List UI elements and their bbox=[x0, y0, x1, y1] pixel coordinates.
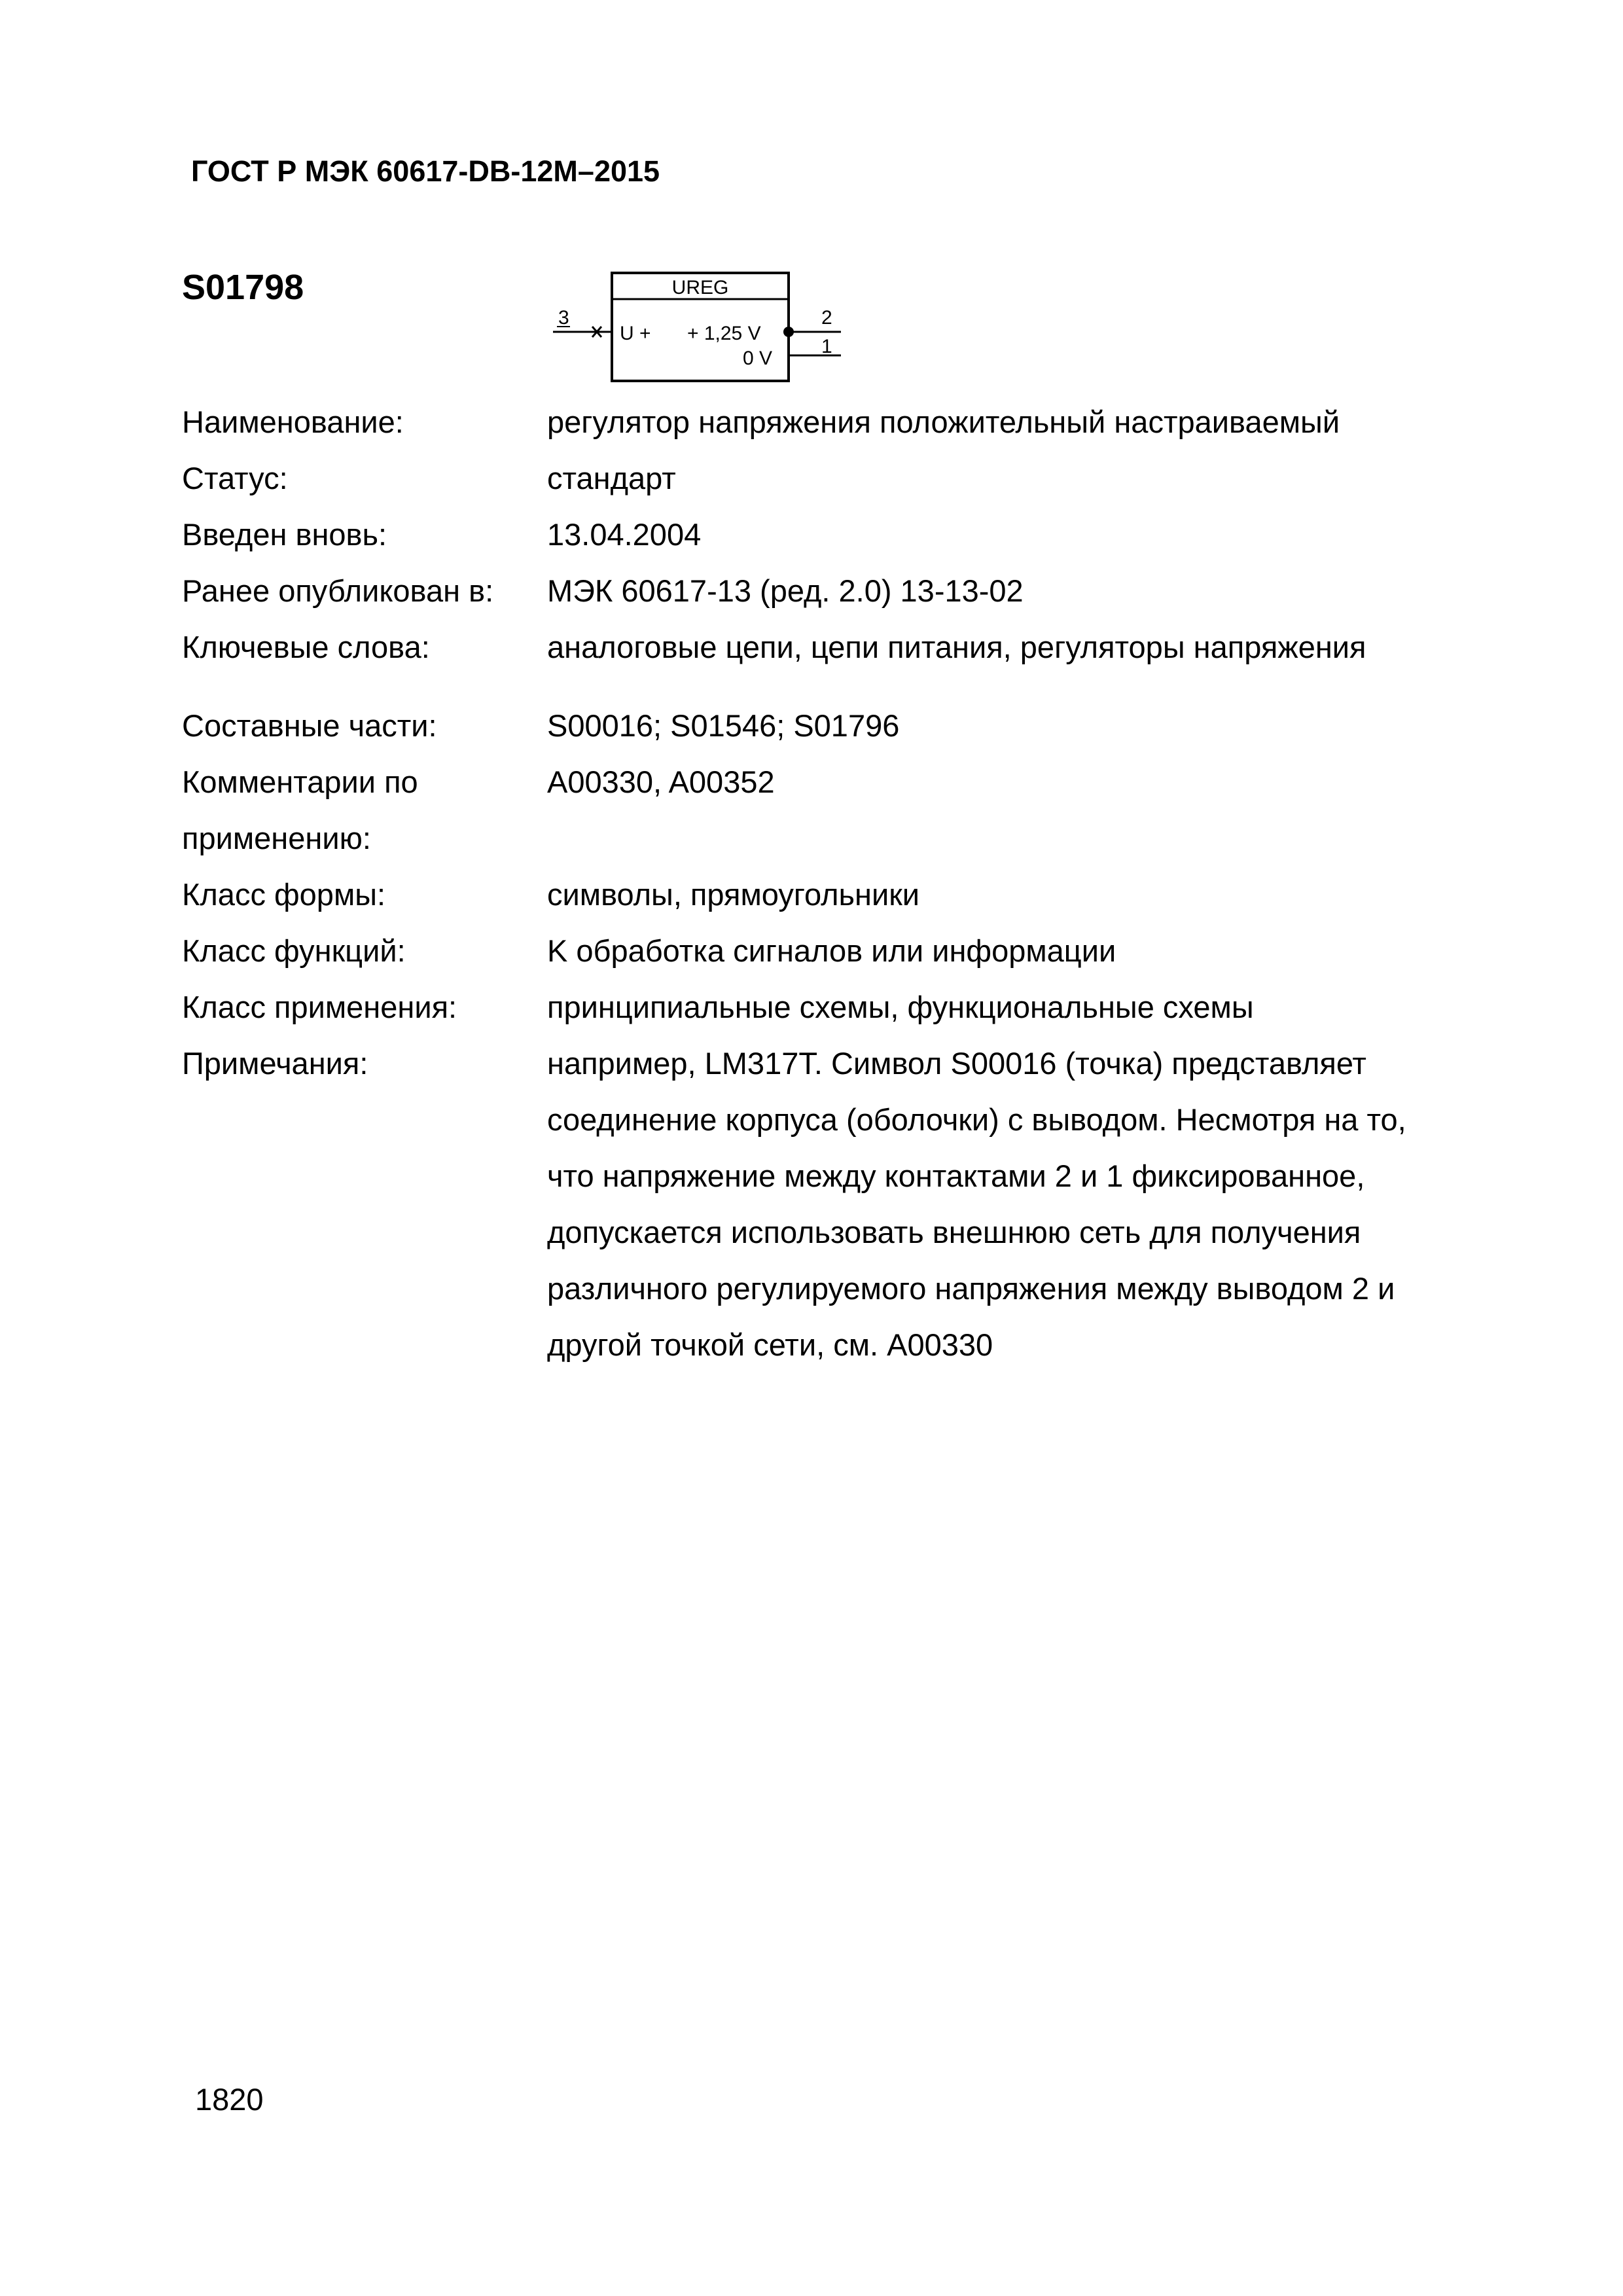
field-value: 13.04.2004 bbox=[547, 517, 702, 552]
symbol-code: S01798 bbox=[182, 268, 304, 307]
field-label: Статус: bbox=[182, 461, 288, 495]
voltage-regulator-symbol bbox=[533, 259, 847, 389]
document-header: ГОСТ Р МЭК 60617-DB-12М–2015 bbox=[191, 154, 660, 188]
field-label: Класс функций: bbox=[182, 933, 406, 968]
field-label-line: Комментарии по bbox=[182, 764, 418, 799]
field-value: аналоговые цепи, цепи питания, регуляторы напряжения bbox=[547, 630, 1366, 664]
junction-dot bbox=[783, 327, 794, 337]
notes-line: другой точкой сети, см. A00330 bbox=[547, 1327, 993, 1362]
pin-output-number: 2 bbox=[821, 307, 832, 329]
field-label: Составные части: bbox=[182, 708, 437, 743]
field-value: S00016; S01546; S01796 bbox=[547, 708, 900, 743]
notes-line: допускается использовать внешнюю сеть для получения bbox=[547, 1215, 1361, 1249]
field-label-line: применению: bbox=[182, 821, 371, 855]
field-value: символы, прямоугольники bbox=[547, 877, 920, 912]
field-value: принципиальные схемы, функциональные схемы bbox=[547, 990, 1254, 1024]
notes-line: соединение корпуса (оболочки) с выводом. Несмотря на то, bbox=[547, 1102, 1406, 1137]
field-label: Класс формы: bbox=[182, 877, 386, 912]
pin-input-number: 3 bbox=[558, 307, 569, 329]
field-label: Введен вновь: bbox=[182, 517, 387, 552]
field-value bbox=[547, 1035, 1406, 1373]
field-label bbox=[182, 754, 418, 867]
notes-line: различного регулируемого напряжения между выводом 2 и bbox=[547, 1271, 1395, 1306]
field-label: Наименование: bbox=[182, 404, 404, 439]
output-label: + 1,25 V bbox=[687, 323, 761, 344]
field-label: Класс применения: bbox=[182, 990, 457, 1024]
field-label: Примечания: bbox=[182, 1046, 368, 1081]
field-label: Ключевые слова: bbox=[182, 630, 430, 664]
field-value: A00330, A00352 bbox=[547, 764, 775, 799]
pin-ground-number: 1 bbox=[821, 336, 832, 357]
field-label: Ранее опубликован в: bbox=[182, 573, 494, 608]
input-label: U + bbox=[620, 323, 651, 344]
field-value: МЭК 60617-13 (ред. 2.0) 13-13-02 bbox=[547, 573, 1024, 608]
ground-label: 0 V bbox=[743, 348, 773, 369]
field-value: стандарт bbox=[547, 461, 676, 495]
notes-line: что напряжение между контактами 2 и 1 фиксированное, bbox=[547, 1158, 1365, 1193]
page-number: 1820 bbox=[195, 2082, 264, 2117]
notes-line: например, LM317T. Символ S00016 (точка) представляет bbox=[547, 1046, 1366, 1081]
field-value: регулятор напряжения положительный настраиваемый bbox=[547, 404, 1340, 439]
symbol-title: UREG bbox=[671, 277, 729, 298]
field-value: K обработка сигналов или информации bbox=[547, 933, 1116, 968]
